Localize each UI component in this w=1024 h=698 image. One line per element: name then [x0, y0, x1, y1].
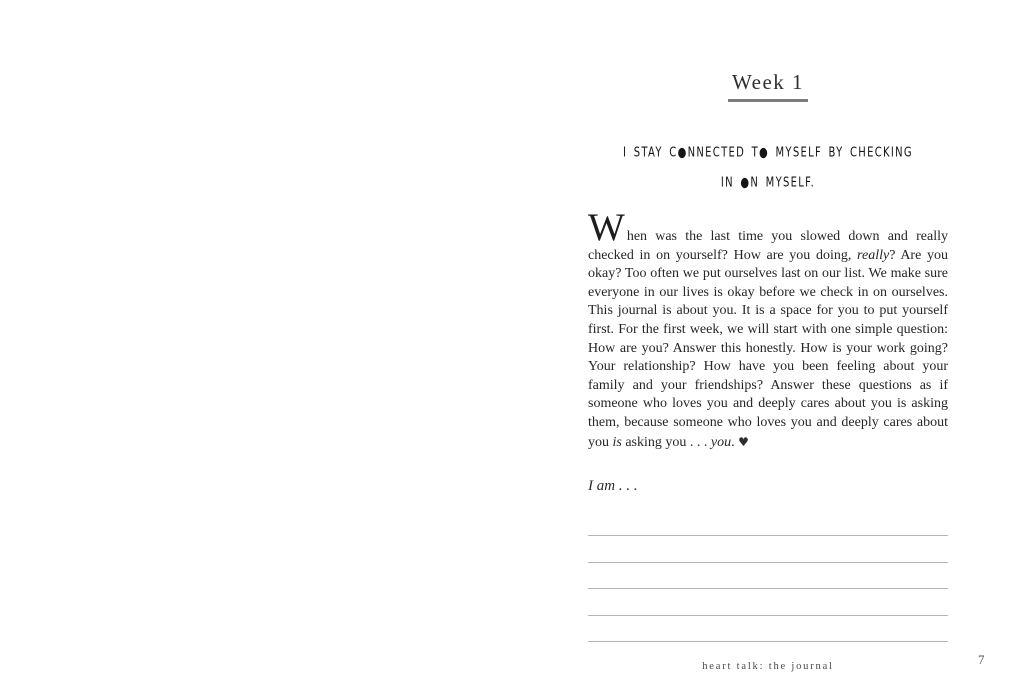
page-number: 7	[978, 652, 985, 667]
heart-icon: ♥	[738, 434, 749, 449]
writing-line	[588, 616, 948, 642]
raised-initial-cap: W	[588, 206, 625, 249]
right-page	[512, 0, 1024, 698]
writing-line	[588, 536, 948, 562]
writing-line	[588, 589, 948, 615]
writing-line	[588, 563, 948, 589]
heading-wrap	[588, 70, 948, 102]
affirmation-line-2: IN ●N MYSELF.	[720, 175, 816, 191]
italic-word: really	[857, 247, 890, 263]
italic-word: is	[612, 434, 622, 450]
week-heading: Week 1	[728, 70, 808, 102]
text-column	[588, 0, 948, 698]
italic-word: you	[710, 434, 732, 450]
page-footer	[588, 656, 948, 674]
affirmation	[588, 139, 948, 198]
book-title: heart talk: the journal	[702, 661, 834, 672]
affirmation-line-1: I STAY C●NNECTED T● MYSELF BY CHECKING	[623, 145, 913, 161]
writing-line	[588, 510, 948, 536]
writing-lines	[588, 510, 948, 642]
intro-paragraph	[588, 206, 948, 452]
paragraph-text: hen was the last time you slowed down and really checked in on yourself? How are you doing, really? Are you okay? Too often we put ourselves last on our list. We make sure everyone in our lives is okay before we check in on ourselves. This journal is about you. It is a space for you to put yourself first. For the first week, we will start with one simple question: How are you? Answer this honestly. How is your work going? Your relationship? How have you been feeling about your family and your friendships? Answer these questions as if someone who loves you and deeply cares about you is asking them, because someone who loves you and deeply cares about you is asking you . . . you. ♥	[588, 229, 948, 450]
journal-prompt: I am . . .	[588, 478, 638, 494]
